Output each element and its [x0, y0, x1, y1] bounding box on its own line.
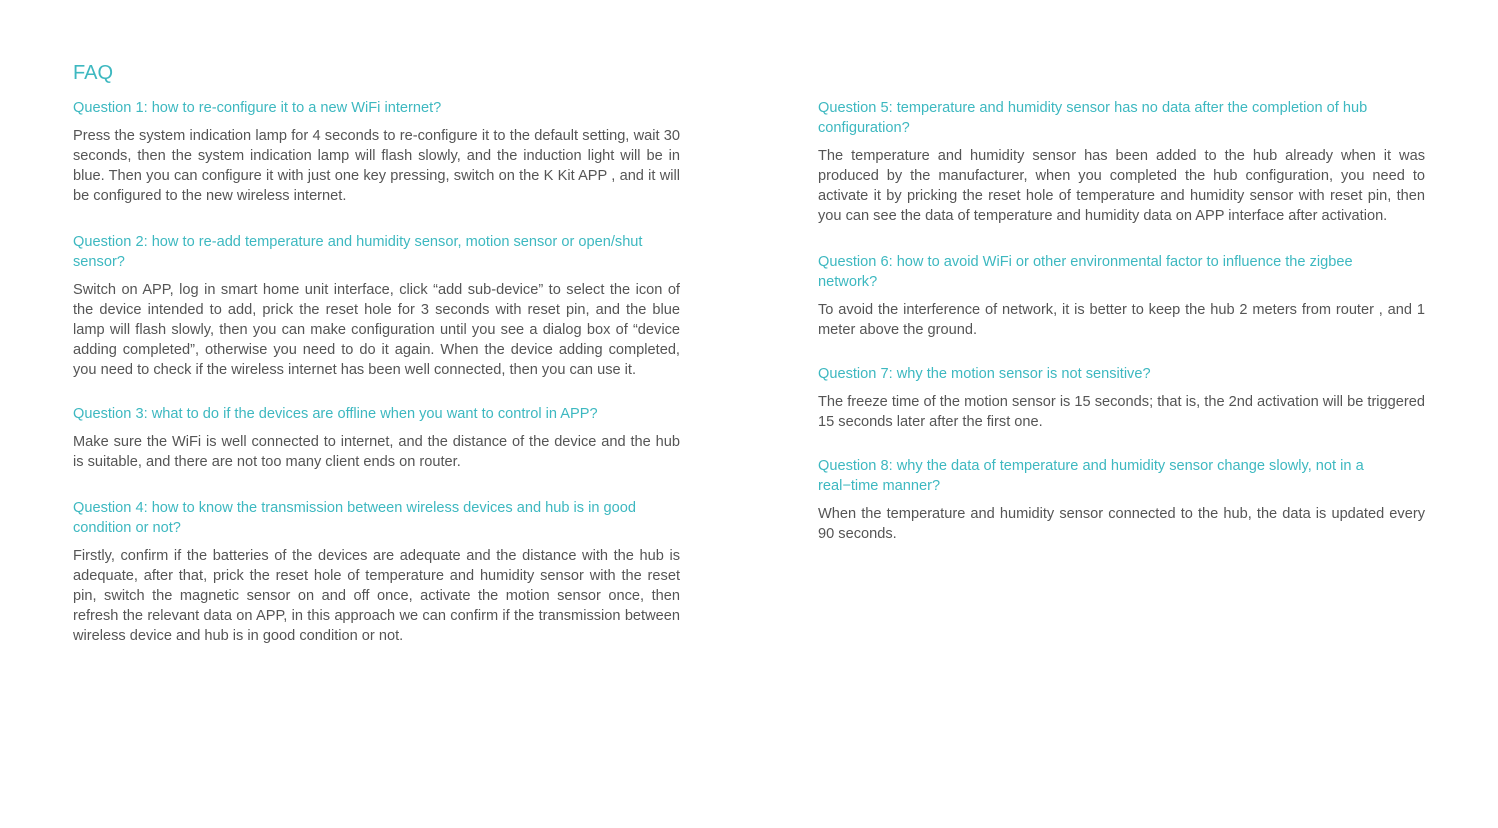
answer-5: The temperature and humidity sensor has been added to the hub already when it was produced by the manufacturer, when you completed the hub configuration, you need to activate it by pricking the reset hole of temperature and humidity sensor with reset pin, then you can see the data of temperature and humidity data on APP interface after activation.	[818, 148, 1425, 224]
faq-item-8	[818, 456, 1425, 544]
answer-2: Switch on APP, log in smart home unit interface, click “add sub-device” to select the icon of the device intended to add, prick the reset hole for 3 seconds with reset pin, and the blue lamp will flash slowly, then you can make configuration until you see a dialog box of “device adding completed”, otherwise you need to do it again. When the device adding completed, you need to check if the wireless internet has been well connected, then you can use it.	[73, 282, 680, 378]
faq-item-3	[73, 404, 698, 472]
question-4: Question 4: how to know the transmission between wireless devices and hub is in good condition or not?	[73, 500, 636, 536]
faq-item-6	[818, 252, 1425, 340]
question-6: Question 6: how to avoid WiFi or other environmental factor to influence the zigbee network?	[818, 254, 1353, 290]
question-3: Question 3: what to do if the devices are offline when you want to control in APP?	[73, 406, 598, 422]
question-7: Question 7: why the motion sensor is not sensitive?	[818, 366, 1151, 382]
question-1: Question 1: how to re-configure it to a new WiFi internet?	[73, 100, 442, 116]
answer-8: When the temperature and humidity sensor connected to the hub, the data is updated every 90 seconds.	[818, 506, 1425, 542]
answer-4: Firstly, confirm if the batteries of the devices are adequate and the distance with the hub is adequate, after that, prick the reset hole of temperature and humidity sensor with the reset pin, switch the magnetic sensor on and off once, activate the motion sensor once, then refresh the relevant data on APP, in this approach we can confirm if the transmission between wireless device and hub is in good condition or not.	[73, 548, 680, 644]
faq-item-5	[818, 98, 1425, 226]
page-title: FAQ	[73, 62, 114, 84]
question-5: Question 5: temperature and humidity sensor has no data after the completion of hub configuration?	[818, 100, 1368, 136]
question-2: Question 2: how to re-add temperature and humidity sensor, motion sensor or open/shut sensor?	[73, 234, 643, 270]
faq-item-1	[73, 98, 698, 206]
answer-6: To avoid the interference of network, it is better to keep the hub 2 meters from router , and 1 meter above the ground.	[818, 302, 1425, 338]
faq-item-7	[818, 364, 1425, 432]
answer-7: The freeze time of the motion sensor is 15 seconds; that is, the 2nd activation will be triggered 15 seconds later after the first one.	[818, 394, 1425, 430]
question-8: Question 8: why the data of temperature and humidity sensor change slowly, not in a real−time manner?	[818, 458, 1364, 494]
faq-left-column	[73, 98, 698, 646]
answer-1: Press the system indication lamp for 4 seconds to re-configure it to the default setting, wait 30 seconds, then the system indication lamp will flash slowly, and the induction light will be in blue. Then you can configure it with just one key pressing, switch on the K Kit APP , and it will be configured to the new wireless internet.	[73, 128, 680, 204]
faq-right-column	[818, 98, 1425, 544]
faq-item-4	[73, 498, 698, 646]
answer-3: Make sure the WiFi is well connected to internet, and the distance of the device and the hub is suitable, and there are not too many client ends on router.	[73, 434, 680, 470]
faq-item-2	[73, 232, 698, 380]
